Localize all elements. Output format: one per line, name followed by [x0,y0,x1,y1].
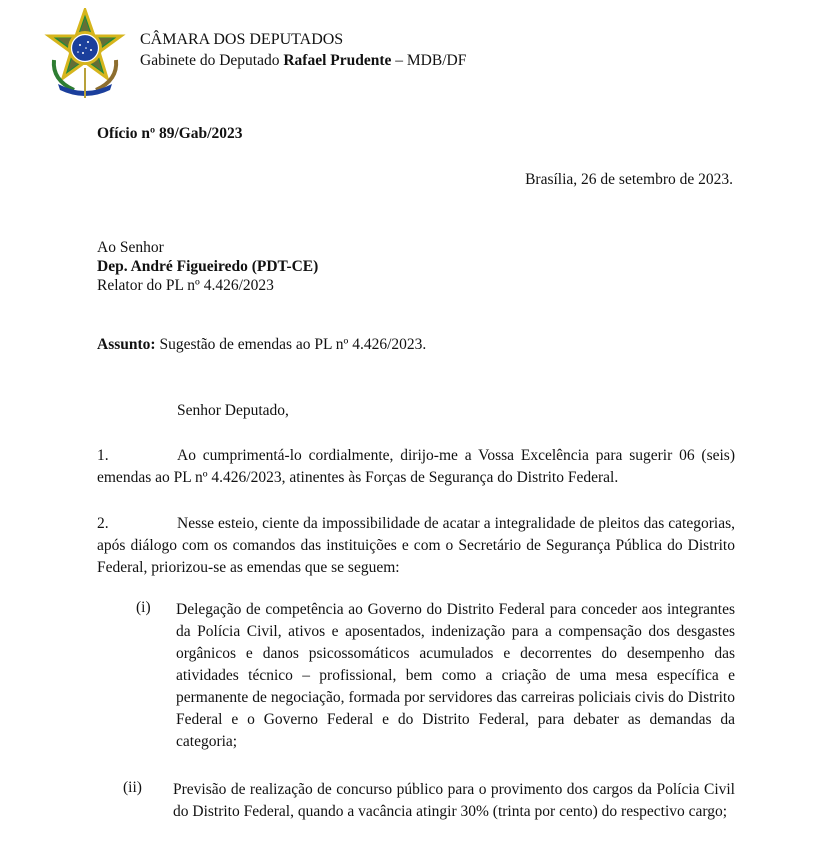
recipient-role: Relator do PL nº 4.426/2023 [97,277,274,294]
recipient-salutation: Ao Senhor [97,239,164,256]
paragraph-2 [97,513,735,579]
paragraph-text: Nesse esteio, ciente da impossibilidade de acatar a integralidade de pleitos das categorias, após diálogo com os comandos das instituições e com o Secretário de Segurança Pública do Distrito Federal, priorizou-se as emendas que se seguem: [97,515,735,576]
institution-name: CÂMARA DOS DEPUTADOS [140,31,344,48]
list-item-text: Delegação de competência ao Governo do Distrito Federal para conceder aos integrantes da Polícia Civil, ativos e aposentados, indenização para a compensação dos desgastes orgânicos e danos psicossomáticos acumulados e decorrentes do desempenho das atividades técnico – profissional, bem como a criação de uma mesa específica e permanente de negociação, formada por servidores das carreiras policiais civis do Distrito Federal e o Governo Federal e do Distrito Federal, para debater as demandas da categoria; [176,601,735,750]
subject-label: Assunto: [97,336,156,353]
deputy-name: Rafael Prudente [283,52,392,69]
brazil-coat-of-arms-icon [44,8,126,100]
letterhead [140,29,466,71]
subject-text: Sugestão de emendas ao PL nº 4.426/2023. [159,336,427,353]
place-date: Brasília, 26 de setembro de 2023. [525,171,733,188]
recipient-block [97,238,318,295]
paragraph-text: Ao cumprimentá-lo cordialmente, dirijo-me a Vossa Excelência para sugerir 06 (seis) emendas ao PL nº 4.426/2023, atinentes às Forças de Segurança do Distrito Federal. [97,447,735,486]
recipient-name: Dep. André Figueiredo (PDT-CE) [97,258,319,275]
letter-reference: Ofício nº 89/Gab/2023 [97,125,243,142]
paragraph-number: 2. [97,515,109,532]
paragraph-number: 1. [97,447,109,464]
office-prefix: Gabinete do Deputado [140,52,280,69]
greeting: Senhor Deputado, [177,402,289,419]
paragraph-1 [97,445,735,489]
list-item-label: (i) [136,599,151,616]
list-item-label: (ii) [123,779,142,796]
office-line [140,50,466,71]
office-suffix: – MDB/DF [395,52,467,69]
list-item-text: Previsão de realização de concurso público para o provimento dos cargos da Polícia Civil do Distrito Federal, quando a vacância atingir 30% (trinta por cento) do respectivo cargo; [173,781,735,820]
subject-line [97,336,426,354]
